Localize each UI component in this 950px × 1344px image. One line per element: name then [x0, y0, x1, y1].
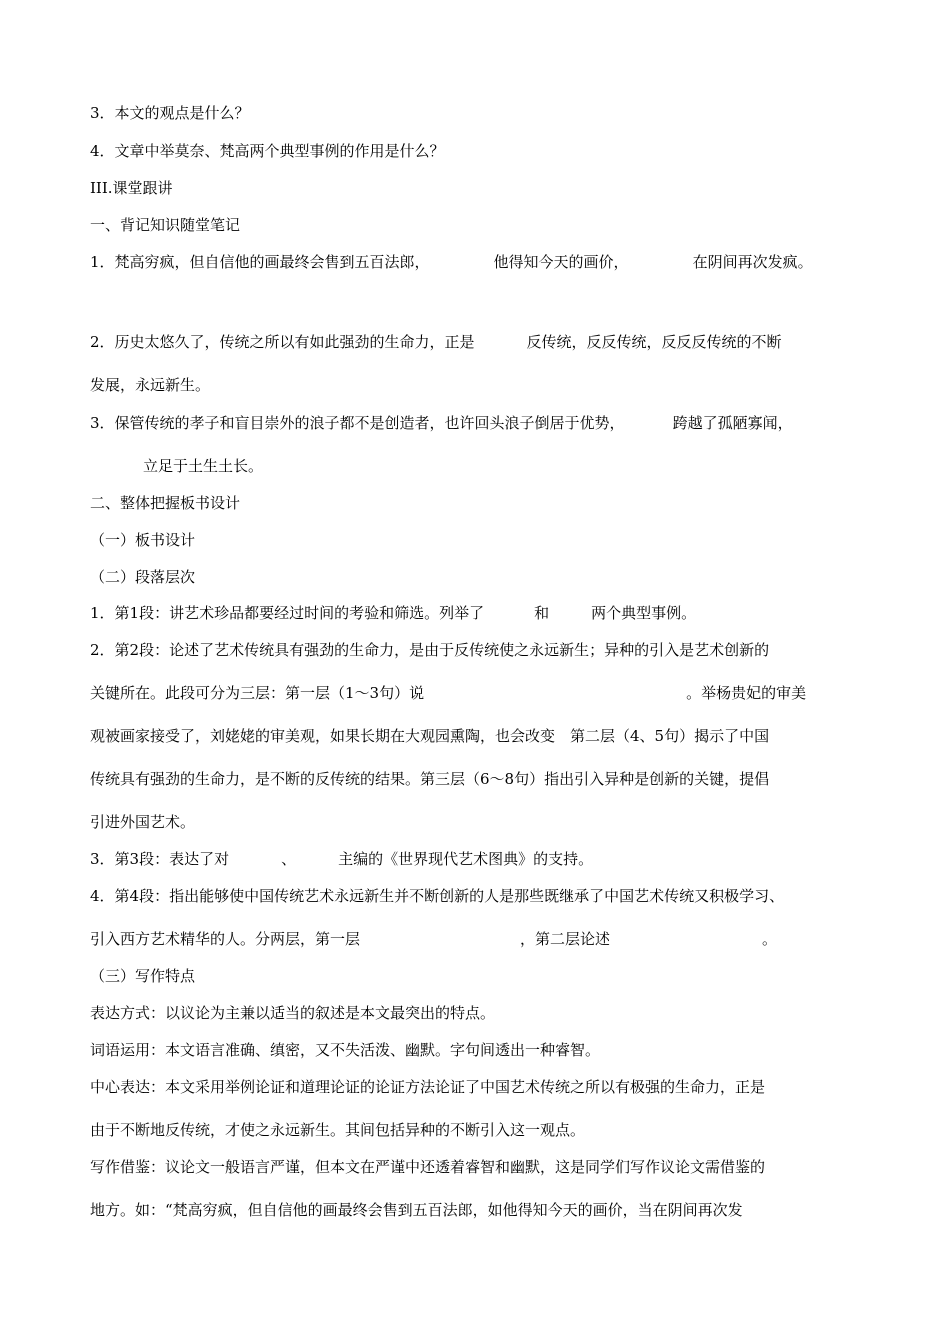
note-1-part-a: 1．梵高穷疯，但自信他的画最终会售到五百法郎，: [90, 253, 430, 271]
note-2-part-a: 2．历史太悠久了，传统之所以有如此强劲的生命力，正是: [90, 333, 475, 351]
subheading-writing: （三）写作特点: [90, 967, 196, 985]
note-2: [90, 332, 782, 352]
paragraph-2-note: 2．第2段：论述了艺术传统具有强劲的生命力，是由于反传统使之永远新生；异种的引入是艺术创新的: [90, 641, 770, 659]
writing-wording: 词语运用：本文语言准确、缜密，又不失活泼、幽默。字句间透出一种睿智。: [90, 1041, 601, 1059]
p4b-part-a: 引入西方艺术精华的人。分两层，第一层: [90, 930, 361, 948]
note-1: [90, 252, 813, 272]
writing-expression: 表达方式：以议论为主兼以适当的叙述是本文最突出的特点。: [90, 1004, 496, 1022]
note-3-part-b: 跨越了孤陋寡闻，: [672, 414, 793, 432]
subheading-paragraphs: （二）段落层次: [90, 568, 196, 586]
paragraph-2-line-5: 引进外国艺术。: [90, 813, 196, 831]
paragraph-4-note: 4．第4段：指出能够使中国传统艺术永远新生并不断创新的人是那些既继承了中国艺术传统又积极学习、: [90, 887, 785, 905]
paragraph-2-line-2: [90, 683, 806, 703]
paragraph-3-note: [90, 849, 593, 869]
paragraph-2-line-4: 传统具有强劲的生命力，是不断的反传统的结果。第三层（6～8句）指出引入异种是创新的关键，提倡: [90, 770, 770, 788]
p3-part-a: 3．第3段：表达了对: [90, 850, 230, 868]
writing-reference: 写作借鉴：议论文一般语言严谨，但本文在严谨中还透着睿智和幽默，这是同学们写作议论文需借鉴的: [90, 1158, 766, 1176]
note-1-part-b: 他得知今天的画价，: [493, 253, 629, 271]
note-3-part-a: 3．保管传统的孝子和盲目崇外的浪子都不是创造者，也许回头浪子倒居于优势，: [90, 414, 625, 432]
p4b-part-b: ，第二层论述: [520, 930, 611, 948]
heading-notes: 一、背记知识随堂笔记: [90, 216, 241, 234]
writing-center-cont: 由于不断地反传统，才使之永远新生。其间包括异种的不断引入这一观点。: [90, 1121, 586, 1139]
writing-reference-cont: 地方。如：“梵高穷疯，但自信他的画最终会售到五百法郎，如他得知今天的画价，当在阴间再次发: [90, 1201, 743, 1219]
paragraph-2-line-3: 观被画家接受了，刘姥姥的审美观，如果长期在大观园熏陶，也会改变 第二层（4、5句）揭示了中国: [90, 727, 770, 745]
p1-part-a: 1．第1段：讲艺术珍品都要经过时间的考验和筛选。列举了: [90, 604, 485, 622]
p1-part-c: 两个典型事例。: [591, 604, 697, 622]
question-3: 3．本文的观点是什么？: [90, 104, 250, 122]
writing-center: 中心表达：本文采用举例论证和道理论证的论证方法论证了中国艺术传统之所以有极强的生命力，正是: [90, 1078, 766, 1096]
note-3-cont: 立足于土生土长。: [143, 457, 264, 475]
p1-part-b: 和: [534, 604, 550, 622]
note-3: [90, 413, 793, 433]
subheading-board: （一）板书设计: [90, 531, 196, 549]
p4b-part-c: 。: [762, 930, 778, 948]
paragraph-1-note: [90, 603, 696, 623]
p2b-part-a: 关键所在。此段可分为三层：第一层（1～3句）说: [90, 684, 425, 702]
p3-part-b: 、: [281, 850, 297, 868]
p2b-part-b: 。举杨贵妃的审美: [686, 684, 807, 702]
paragraph-4-line-2: [90, 929, 777, 949]
p3-part-c: 主编的《世界现代艺术图典》的支持。: [338, 850, 594, 868]
heading-board-design: 二、整体把握板书设计: [90, 494, 241, 512]
note-2-cont: 发展，永远新生。: [90, 376, 211, 394]
note-2-part-b: 反传统，反反传统，反反反传统的不断: [526, 333, 782, 351]
section-heading-iii: III.课堂跟讲: [90, 179, 173, 197]
note-1-part-c: 在阴间再次发疯。: [692, 253, 813, 271]
question-4: 4．文章中举莫奈、梵高两个典型事例的作用是什么？: [90, 142, 445, 160]
